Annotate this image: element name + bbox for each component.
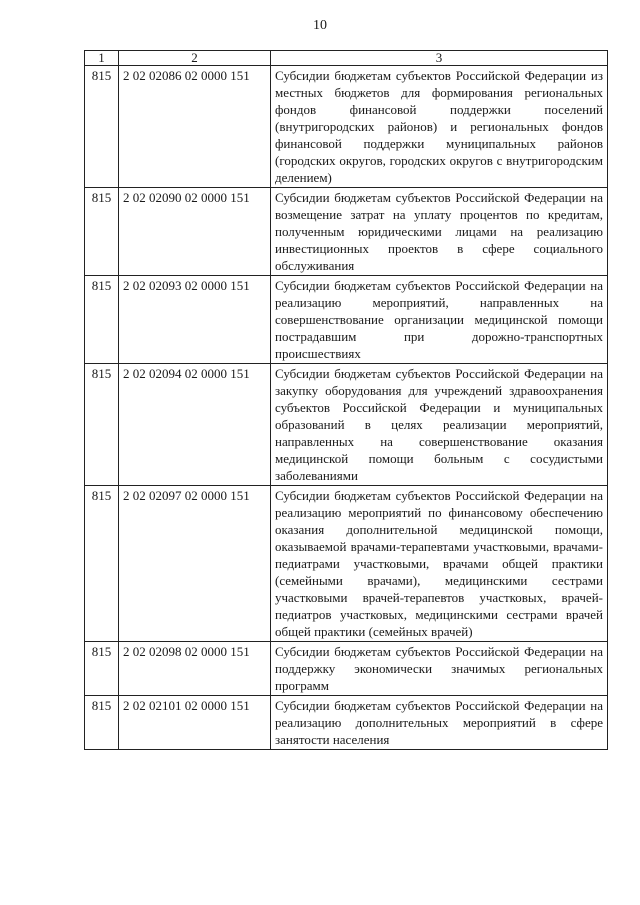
description-cell: Субсидии бюджетам субъектов Российской Федерации на реализацию мероприятий, направленных на совершенствование организации медицинской помощи пострадавшим при дорожно-транспортных происшествиях bbox=[271, 276, 608, 364]
admin-code-cell: 815 bbox=[85, 188, 119, 276]
admin-code-cell: 815 bbox=[85, 66, 119, 188]
budget-code-cell: 2 02 02090 02 0000 151 bbox=[119, 188, 271, 276]
description-cell: Субсидии бюджетам субъектов Российской Федерации из местных бюджетов для формирования региональных фондов финансовой поддержки поселений (внутригородских районов) и региональных фондов финансовой поддержки муниципальных районов (городских округов, городских округов с внутригородским делением) bbox=[271, 66, 608, 188]
description-cell: Субсидии бюджетам субъектов Российской Федерации на реализацию мероприятий по финансовому обеспечению оказания дополнительной медицинской помощи, оказываемой врачами-терапевтами участковыми, врачами-педиатрами участковыми, врачами общей практики (семейными врачами), медицинскими сестрами участковыми врачей-терапевтов участковых, врачей-педиатров участковых, медицинскими сестрами врачей общей практики (семейных врачей) bbox=[271, 486, 608, 642]
table-row bbox=[85, 66, 608, 188]
column-header-1: 1 bbox=[85, 51, 119, 66]
admin-code-cell: 815 bbox=[85, 486, 119, 642]
table-row bbox=[85, 486, 608, 642]
page-number: 10 bbox=[313, 18, 327, 33]
budget-code-cell: 2 02 02101 02 0000 151 bbox=[119, 696, 271, 750]
budget-code-cell: 2 02 02094 02 0000 151 bbox=[119, 364, 271, 486]
table-header-row bbox=[85, 51, 608, 66]
budget-code-cell: 2 02 02086 02 0000 151 bbox=[119, 66, 271, 188]
table-row bbox=[85, 364, 608, 486]
budget-code-cell: 2 02 02098 02 0000 151 bbox=[119, 642, 271, 696]
description-cell: Субсидии бюджетам субъектов Российской Федерации на поддержку экономически значимых региональных программ bbox=[271, 642, 608, 696]
description-cell: Субсидии бюджетам субъектов Российской Федерации на закупку оборудования для учреждений здравоохранения субъектов Российской Федерации и муниципальных образований в целях реализации мероприятий, направленных на совершенствование оказания медицинской помощи больным с сосудистыми заболеваниями bbox=[271, 364, 608, 486]
admin-code-cell: 815 bbox=[85, 696, 119, 750]
column-header-3: 3 bbox=[271, 51, 608, 66]
description-cell: Субсидии бюджетам субъектов Российской Федерации на возмещение затрат на уплату процентов по кредитам, полученным юридическими лицами на реализацию инвестиционных проектов в сфере социального обслуживания bbox=[271, 188, 608, 276]
admin-code-cell: 815 bbox=[85, 642, 119, 696]
table-row bbox=[85, 696, 608, 750]
budget-code-cell: 2 02 02097 02 0000 151 bbox=[119, 486, 271, 642]
budget-code-cell: 2 02 02093 02 0000 151 bbox=[119, 276, 271, 364]
column-header-2: 2 bbox=[119, 51, 271, 66]
description-cell: Субсидии бюджетам субъектов Российской Федерации на реализацию дополнительных мероприятий в сфере занятости населения bbox=[271, 696, 608, 750]
admin-code-cell: 815 bbox=[85, 364, 119, 486]
budget-codes-table bbox=[84, 50, 608, 750]
admin-code-cell: 815 bbox=[85, 276, 119, 364]
table-row bbox=[85, 642, 608, 696]
table-row bbox=[85, 276, 608, 364]
table-row bbox=[85, 188, 608, 276]
